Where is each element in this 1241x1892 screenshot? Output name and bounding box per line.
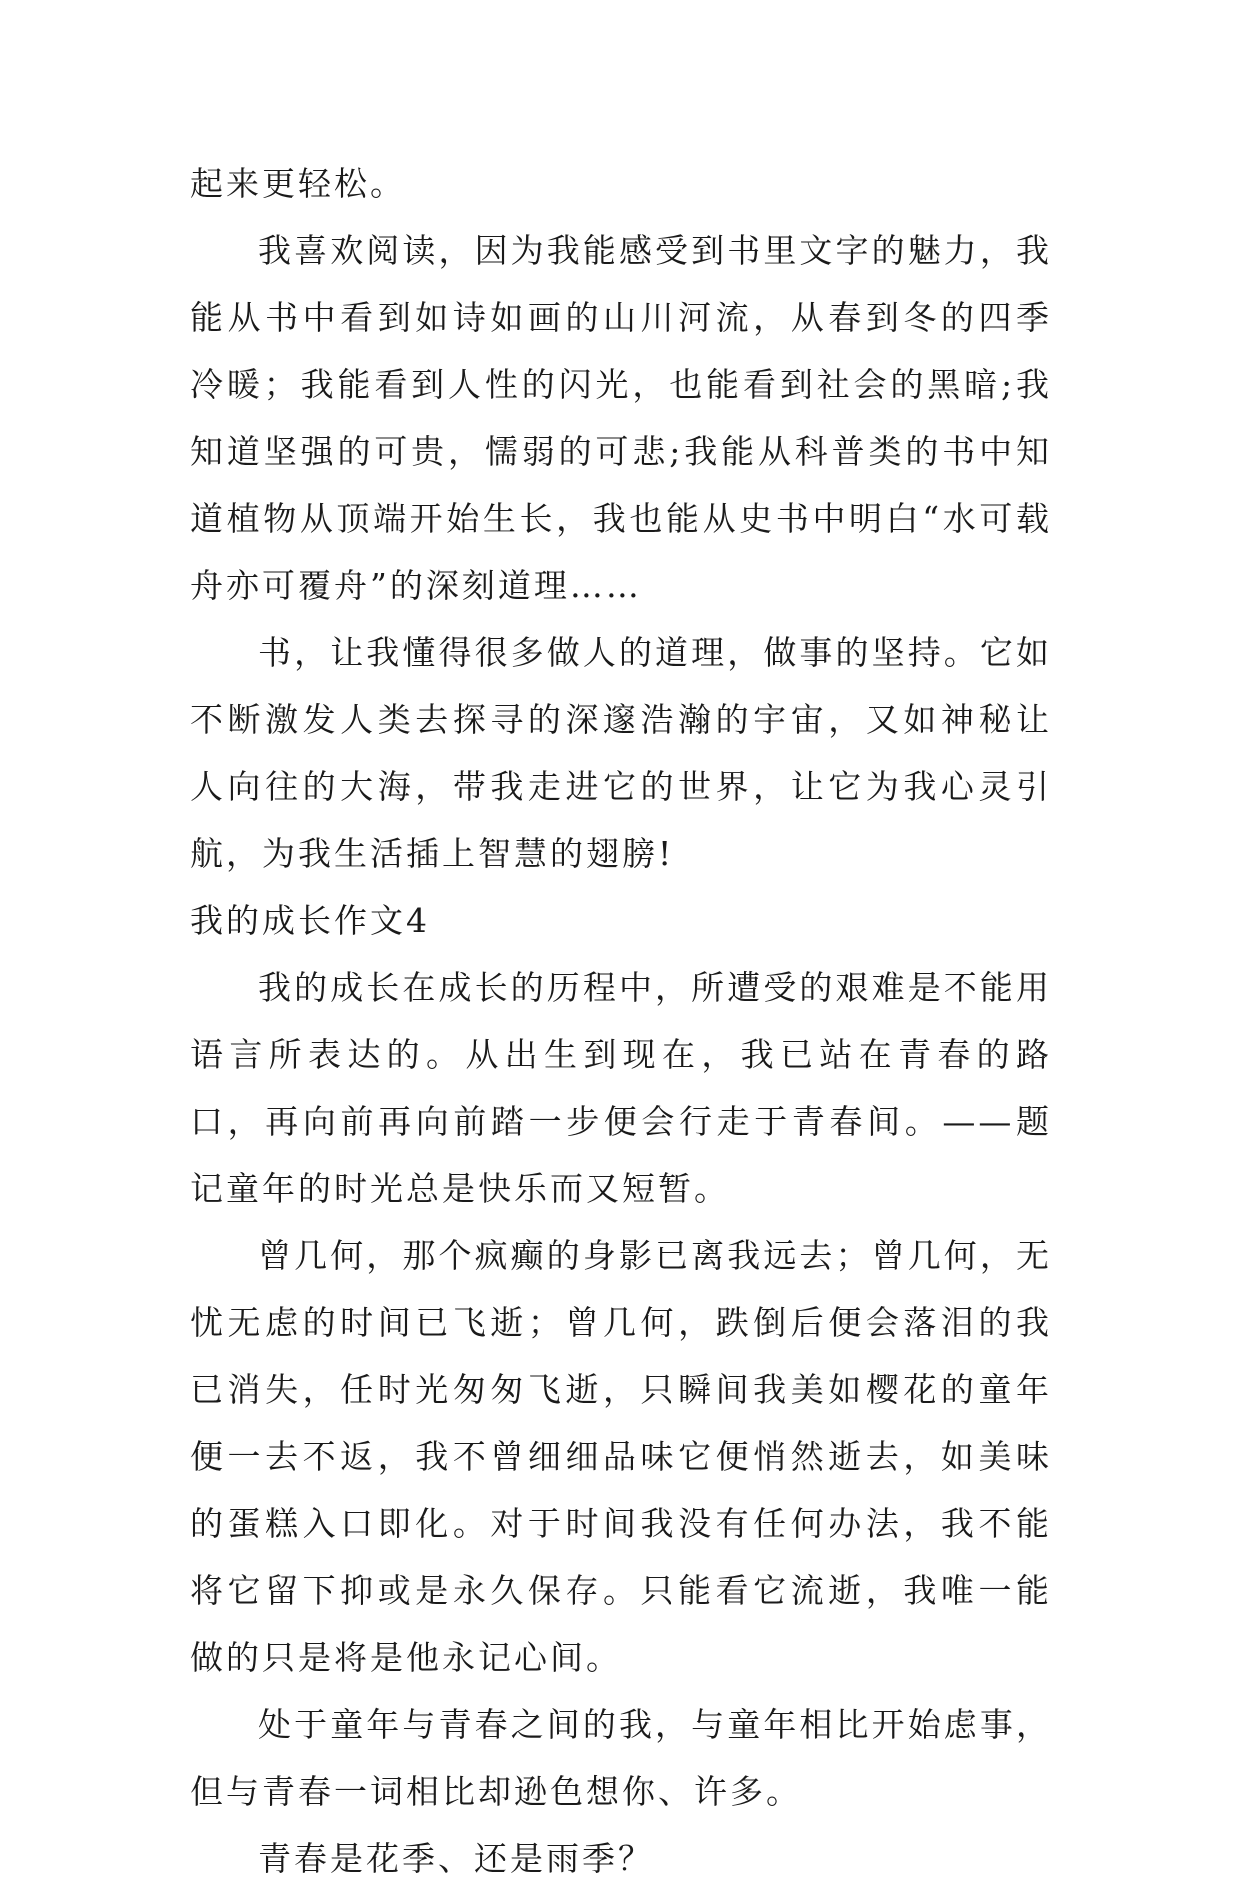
paragraph-growth-intro: 我的成长在成长的历程中，所遭受的艰难是不能用语言所表达的。从出生到现在，我已站在青春的路口，再向前再向前踏一步便会行走于青春间。——题记童年的时光总是快乐而又短暂。 — [190, 968, 1052, 1208]
paragraph-continuation: 起来更轻松。 — [190, 164, 406, 203]
document-body — [190, 150, 1052, 1892]
paragraph-question: 青春是花季、还是雨季？ — [258, 1839, 654, 1878]
paragraph-books: 书，让我懂得很多做人的道理，做事的坚持。它如不断激发人类去探寻的深邃浩瀚的宇宙，又如神秘让人向往的大海，带我走进它的世界，让它为我心灵引航，为我生活插上智慧的翅膀! — [190, 633, 1052, 873]
paragraph-between: 处于童年与青春之间的我，与童年相比开始虑事，但与青春一词相比却逊色想你、许多。 — [190, 1705, 1052, 1811]
essay-title: 我的成长作文4 — [190, 901, 430, 940]
paragraph-childhood: 曾几何，那个疯癫的身影已离我远去；曾几何，无忧无虑的时间已飞逝；曾几何，跌倒后便会落泪的我已消失，任时光匆匆飞逝，只瞬间我美如樱花的童年便一去不返，我不曾细细品味它便悄然逝去，如美味的蛋糕入口即化。对于时间我没有任何办法，我不能将它留下抑或是永久保存。只能看它流逝，我唯一能做的只是将是他永记心间。 — [190, 1236, 1052, 1677]
paragraph-reading: 我喜欢阅读，因为我能感受到书里文字的魅力，我能从书中看到如诗如画的山川河流，从春到冬的四季冷暖；我能看到人性的闪光，也能看到社会的黑暗;我知道坚强的可贵，懦弱的可悲;我能从科普类的书中知道植物从顶端开始生长，我也能从史书中明白“水可载舟亦可覆舟”的深刻道理…… — [190, 231, 1052, 605]
